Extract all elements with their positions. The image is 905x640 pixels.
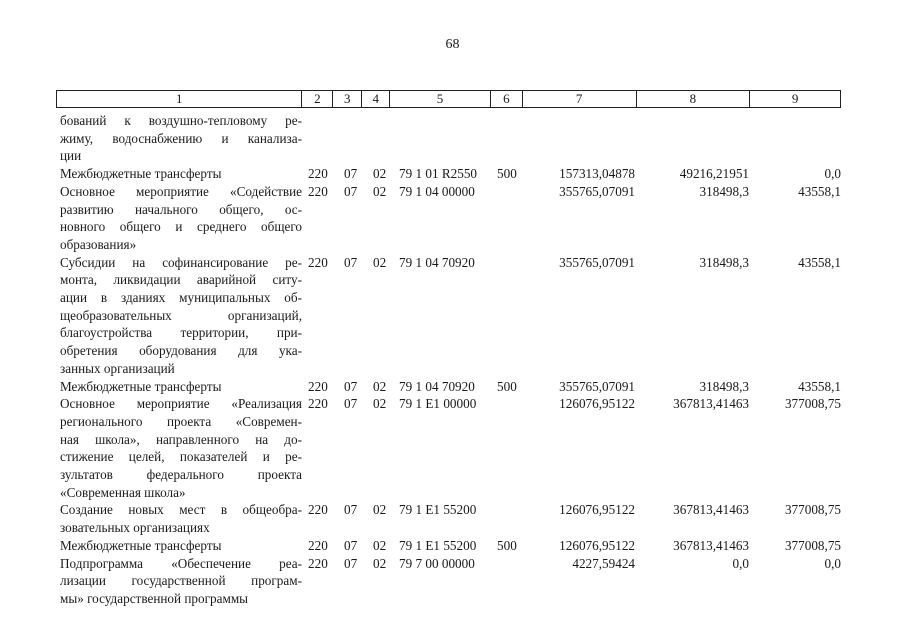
cell-col-2: 220 xyxy=(308,502,328,518)
description-line: ции xyxy=(60,148,82,164)
cell-col-2: 220 xyxy=(308,555,328,571)
description-line: Основное мероприятие «Реализация xyxy=(60,396,302,412)
row-description xyxy=(60,555,302,608)
row-description xyxy=(60,112,302,165)
cell-col-4: 02 xyxy=(373,555,387,571)
cell-col-7: 126076,95122 xyxy=(559,537,635,553)
description-line: зультатов федерального проекта xyxy=(60,467,302,482)
cell-col-3: 07 xyxy=(344,166,358,182)
description-line: образования» xyxy=(60,236,137,252)
description-line: мы» государственной программы xyxy=(60,590,249,606)
description-line: развитию начального общего, ос- xyxy=(60,201,302,217)
header-col-6: 6 xyxy=(491,91,523,107)
table-row xyxy=(0,378,905,396)
cell-col-2: 220 xyxy=(308,254,328,270)
header-col-8: 8 xyxy=(637,91,751,107)
table-header xyxy=(56,90,841,108)
description-line: благоустройства территории, при- xyxy=(60,325,302,341)
cell-col-5: 79 1 E1 00000 xyxy=(399,396,477,412)
table-row xyxy=(0,501,905,536)
cell-col-8: 318498,3 xyxy=(699,378,749,394)
description-line: обретения оборудования для ука- xyxy=(60,343,302,359)
header-col-9: 9 xyxy=(791,91,799,106)
cell-col-5: 79 1 E1 55200 xyxy=(399,537,477,553)
cell-col-9: 0,0 xyxy=(824,555,841,571)
row-description xyxy=(60,378,302,396)
cell-col-8: 367813,41463 xyxy=(673,502,749,518)
cell-col-7: 126076,95122 xyxy=(559,396,635,412)
cell-col-5: 79 1 04 70920 xyxy=(399,378,475,394)
cell-col-4: 02 xyxy=(373,502,387,518)
description-line: щеобразовательных организаций, xyxy=(60,307,302,323)
cell-col-4: 02 xyxy=(373,537,387,553)
cell-col-5: 79 1 01 R2550 xyxy=(399,166,478,182)
cell-col-4: 02 xyxy=(373,254,387,270)
table-row xyxy=(0,165,905,183)
cell-col-7: 157313,04878 xyxy=(559,166,635,182)
cell-col-9: 43558,1 xyxy=(798,254,841,270)
cell-col-9: 377008,75 xyxy=(784,537,841,553)
description-line: регионального проекта «Современ- xyxy=(60,413,302,429)
description-line: бований к воздушно-тепловому ре- xyxy=(60,113,302,128)
cell-col-3: 07 xyxy=(344,183,358,199)
cell-col-4: 02 xyxy=(373,378,387,394)
cell-col-8: 318498,3 xyxy=(699,254,749,270)
cell-col-4: 02 xyxy=(373,183,387,199)
description-line: жиму, водоснабжению и канализа- xyxy=(60,130,302,146)
cell-col-7: 4227,59424 xyxy=(572,555,635,571)
cell-col-9: 0,0 xyxy=(824,166,841,182)
cell-col-3: 07 xyxy=(344,537,358,553)
cell-col-7: 355765,07091 xyxy=(559,183,635,199)
table-row xyxy=(0,183,905,254)
cell-col-2: 220 xyxy=(308,183,328,199)
description-line: Основное мероприятие «Содействие xyxy=(60,183,302,199)
cell-col-8: 0,0 xyxy=(732,555,749,571)
cell-col-8: 367813,41463 xyxy=(673,396,749,412)
cell-col-2: 220 xyxy=(308,166,328,182)
cell-col-6: 500 xyxy=(497,537,517,553)
cell-col-3: 07 xyxy=(344,502,358,518)
cell-col-2: 220 xyxy=(308,378,328,394)
header-col-4: 4 xyxy=(362,91,390,107)
row-description xyxy=(60,395,302,501)
cell-col-2: 220 xyxy=(308,396,328,412)
table-row xyxy=(0,112,905,165)
table-row xyxy=(0,395,905,501)
description-line: Субсидии на софинансирование ре- xyxy=(60,254,302,270)
description-line: лизации государственной програм- xyxy=(60,573,302,589)
header-col-3: 3 xyxy=(333,91,362,107)
cell-col-8: 367813,41463 xyxy=(673,537,749,553)
cell-col-5: 79 1 E1 55200 xyxy=(399,502,477,518)
description-line: новного общего и среднего общего xyxy=(60,219,302,235)
cell-col-9: 377008,75 xyxy=(784,396,841,412)
cell-col-7: 355765,07091 xyxy=(559,254,635,270)
cell-col-3: 07 xyxy=(344,378,358,394)
header-col-5: 5 xyxy=(390,91,491,107)
description-line: занных организаций xyxy=(60,360,175,376)
cell-col-8: 318498,3 xyxy=(699,183,749,199)
cell-col-4: 02 xyxy=(373,396,387,412)
cell-col-5: 79 1 04 70920 xyxy=(399,254,475,270)
description-line: ации в зданиях муниципальных об- xyxy=(60,290,302,305)
cell-col-9: 43558,1 xyxy=(798,378,841,394)
cell-col-4: 02 xyxy=(373,166,387,182)
cell-col-3: 07 xyxy=(344,396,358,412)
description-line: монта, ликвидации аварийной ситу- xyxy=(60,272,302,288)
page-number: 68 xyxy=(445,37,460,52)
table-row xyxy=(0,537,905,555)
description-line: «Современная школа» xyxy=(60,484,186,500)
row-description xyxy=(60,537,302,555)
row-description xyxy=(60,165,302,183)
row-description xyxy=(60,501,302,536)
description-line: Подпрограмма «Обеспечение реа- xyxy=(60,555,302,571)
description-line: Межбюджетные трансферты xyxy=(60,537,222,553)
cell-col-6: 500 xyxy=(497,166,517,182)
description-line: Межбюджетные трансферты xyxy=(60,378,222,394)
cell-col-5: 79 1 04 00000 xyxy=(399,183,475,199)
cell-col-6: 500 xyxy=(497,378,517,394)
description-line: зовательных организациях xyxy=(60,520,210,536)
cell-col-5: 79 7 00 00000 xyxy=(399,555,475,571)
header-col-2: 2 xyxy=(302,91,333,107)
description-line: ная школа», направленного на до- xyxy=(60,431,302,447)
cell-col-8: 49216,21951 xyxy=(679,166,749,182)
cell-col-9: 43558,1 xyxy=(798,183,841,199)
cell-col-3: 07 xyxy=(344,254,358,270)
header-col-1: 1 xyxy=(57,91,302,107)
description-line: Межбюджетные трансферты xyxy=(60,166,222,182)
cell-col-7: 126076,95122 xyxy=(559,502,635,518)
description-line: стижение целей, показателей и ре- xyxy=(60,449,302,465)
row-description xyxy=(60,254,302,378)
cell-col-3: 07 xyxy=(344,555,358,571)
table-row xyxy=(0,254,905,378)
description-line: Создание новых мест в общеобра- xyxy=(60,502,302,518)
row-description xyxy=(60,183,302,254)
header-col-7: 7 xyxy=(523,91,637,107)
table-row xyxy=(0,555,905,608)
cell-col-7: 355765,07091 xyxy=(559,378,635,394)
cell-col-9: 377008,75 xyxy=(784,502,841,518)
cell-col-2: 220 xyxy=(308,537,328,553)
